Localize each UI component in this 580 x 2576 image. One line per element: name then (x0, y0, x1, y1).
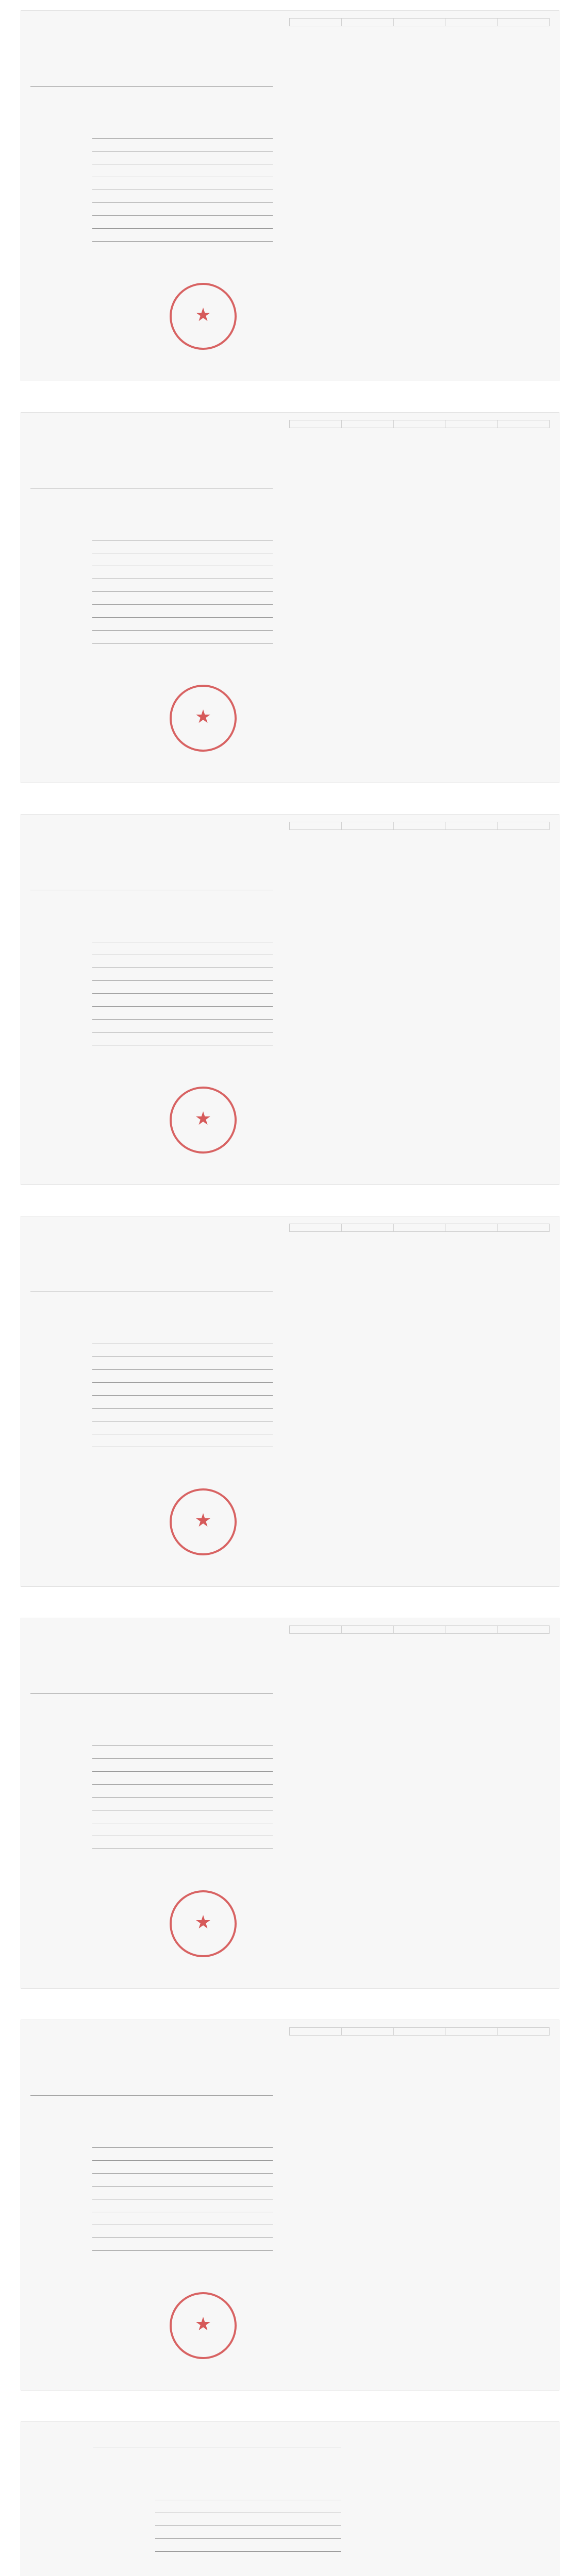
field-value (92, 1038, 273, 1045)
unit-list (289, 2027, 550, 2383)
certificate-field (30, 610, 273, 618)
table-header-cell (445, 420, 498, 428)
field-value (92, 999, 273, 1007)
certificate-field (30, 1427, 273, 1434)
official-seal (170, 685, 237, 752)
field-value (92, 1012, 273, 1020)
certificate-field (30, 1012, 273, 1020)
field-value (92, 221, 273, 229)
field-value (92, 610, 273, 618)
certificate-title (30, 36, 273, 56)
certificate-field (30, 131, 273, 139)
certificate-title (30, 437, 273, 458)
certificate-field (30, 170, 273, 177)
field-value (92, 170, 273, 177)
table-header-cell (445, 2028, 498, 2036)
certificate-holder (30, 480, 273, 488)
certificate-title (30, 839, 273, 860)
certificate-field (30, 1038, 273, 1045)
certificate-body (30, 822, 273, 1177)
table-header-cell (498, 1224, 550, 1232)
unit-table (289, 1625, 550, 1634)
field-value (92, 2230, 273, 2238)
field-value (92, 1751, 273, 1759)
certificate-holder (30, 1685, 273, 1694)
certificate-field (30, 144, 273, 151)
certificate-intro (30, 1300, 273, 1331)
table-header-cell (393, 1224, 445, 1232)
certificate-field (93, 2493, 341, 2500)
official-seal (170, 1488, 237, 1555)
certificate-intro (30, 2104, 273, 2135)
certificate-field (30, 1388, 273, 1396)
certificate-field (30, 1025, 273, 1032)
table-header-row (290, 1626, 550, 1634)
certificate-field (30, 234, 273, 242)
field-value (92, 1790, 273, 1798)
unit-list (289, 1625, 550, 1981)
certificate-field (30, 2166, 273, 2174)
certificate-intro (30, 497, 273, 528)
certificate-field (30, 1751, 273, 1759)
field-value (92, 1349, 273, 1357)
certificate-field (30, 1336, 273, 1344)
field-value (92, 131, 273, 139)
table-header-cell (341, 1626, 393, 1634)
certificate-title (30, 1643, 273, 1664)
certificate-holder (30, 2087, 273, 2096)
certificate-field (93, 2518, 341, 2526)
certificate-field (93, 2505, 341, 2513)
table-header-cell (290, 1626, 342, 1634)
certificate-intro (93, 2456, 341, 2487)
table-header-row (290, 1224, 550, 1232)
table-header-cell (445, 822, 498, 830)
table-header-cell (290, 19, 342, 26)
certificate-field (30, 1414, 273, 1421)
field-value (92, 157, 273, 164)
certificate-number (30, 1266, 273, 1273)
presale-certificate-sheet (21, 814, 559, 1185)
certificate-number (30, 60, 273, 67)
field-value (92, 1401, 273, 1409)
table-header-row (290, 2028, 550, 2036)
table-header-cell (393, 1626, 445, 1634)
certificate-field (30, 986, 273, 994)
field-value (92, 1336, 273, 1344)
certificate-intro (30, 95, 273, 126)
certificate-field (30, 571, 273, 579)
table-header-cell (393, 2028, 445, 2036)
certificate-field (30, 1790, 273, 1798)
table-header-cell (393, 19, 445, 26)
table-header-cell (393, 822, 445, 830)
certificate-field (30, 584, 273, 592)
certificate-field (30, 221, 273, 229)
certificate-intro (30, 899, 273, 929)
field-value (92, 1388, 273, 1396)
certificate-number (30, 462, 273, 469)
official-seal (170, 1890, 237, 1957)
certificate-field (30, 1828, 273, 1836)
certificate-body (30, 18, 273, 374)
field-value (155, 2531, 341, 2539)
presale-certificate-sheet (21, 10, 559, 381)
certificate-field (30, 973, 273, 981)
official-seal (170, 283, 237, 350)
table-header-cell (498, 1626, 550, 1634)
certificate-field (30, 157, 273, 164)
table-header-row (290, 420, 550, 428)
field-value (92, 558, 273, 566)
certificate-field (30, 597, 273, 605)
certificate-field (30, 1439, 273, 1447)
attachment-panel (377, 2429, 550, 2576)
field-value (155, 2493, 341, 2500)
field-value (92, 2166, 273, 2174)
presale-certificate-sheet (21, 1216, 559, 1587)
field-value (92, 2179, 273, 2187)
filing-certificate-sheet (21, 2421, 559, 2576)
certificate-field (30, 1841, 273, 1849)
field-value (92, 1803, 273, 1810)
field-value (92, 1427, 273, 1434)
unit-list (289, 1224, 550, 1579)
table-header-cell (498, 19, 550, 26)
field-value (92, 1738, 273, 1746)
certificate-field (30, 2205, 273, 2212)
certificate-body (30, 2027, 273, 2383)
certificate-number (30, 2070, 273, 2077)
certificate-field (30, 1803, 273, 1810)
field-value (92, 973, 273, 981)
table-header-cell (290, 2028, 342, 2036)
table-header-cell (290, 1224, 342, 1232)
certificate-field (30, 2192, 273, 2199)
field-value (92, 1375, 273, 1383)
field-value (92, 2153, 273, 2161)
field-value (92, 1777, 273, 1785)
field-value (92, 1828, 273, 1836)
official-seal (170, 1087, 237, 1154)
field-value (92, 1764, 273, 1772)
certificate-field (30, 1816, 273, 1823)
field-value (92, 2243, 273, 2251)
field-value (92, 2140, 273, 2148)
certificate-title (30, 1241, 273, 1262)
presale-certificate-sheet (21, 1618, 559, 1989)
certificate-field (30, 208, 273, 216)
certificate-field (30, 623, 273, 631)
table-header-cell (498, 2028, 550, 2036)
certificate-field (30, 182, 273, 190)
certificate-field (93, 2544, 341, 2552)
field-value (92, 2192, 273, 2199)
certificate-org (30, 2027, 273, 2038)
certificate-field (30, 1764, 273, 1772)
certificate-body (30, 420, 273, 775)
certificate-field (30, 2230, 273, 2238)
field-value (92, 1816, 273, 1823)
unit-list (289, 18, 550, 374)
certificate-field (30, 533, 273, 540)
certificate-holder (30, 78, 273, 87)
unit-table (289, 1224, 550, 1232)
field-value (92, 546, 273, 553)
table-header-row (290, 19, 550, 26)
certificate-field (30, 1777, 273, 1785)
certificate-holder (30, 1283, 273, 1292)
field-value (155, 2544, 341, 2552)
certificate-intro (30, 1702, 273, 1733)
table-header-cell (498, 420, 550, 428)
certificate-org (30, 822, 273, 832)
certificate-field (30, 960, 273, 968)
unit-table (289, 420, 550, 428)
certificate-field (30, 1349, 273, 1357)
table-header-cell (341, 2028, 393, 2036)
certificate-field (30, 636, 273, 643)
certificate-org (30, 18, 273, 28)
certificate-field (30, 935, 273, 942)
certificate-field (30, 195, 273, 203)
certificate-field (30, 999, 273, 1007)
table-header-cell (498, 822, 550, 830)
field-value (155, 2518, 341, 2526)
certificate-field (30, 2153, 273, 2161)
certificate-field (30, 2243, 273, 2251)
presale-certificate-sheet (21, 2020, 559, 2391)
field-value (92, 195, 273, 203)
certificate-holder (93, 2439, 341, 2448)
table-header-cell (445, 19, 498, 26)
certificate-holder (30, 882, 273, 890)
field-value (92, 234, 273, 242)
field-value (92, 1025, 273, 1032)
field-value (92, 636, 273, 643)
field-value (92, 533, 273, 540)
certificate-field (30, 2217, 273, 2225)
field-value (92, 1439, 273, 1447)
table-header-cell (393, 420, 445, 428)
certificate-field (30, 1401, 273, 1409)
field-value (92, 571, 273, 579)
certificate-body (93, 2429, 341, 2576)
certificate-field (93, 2531, 341, 2539)
presale-certificate-sheet (21, 412, 559, 783)
unit-list (289, 420, 550, 775)
unit-list (289, 822, 550, 1177)
certificate-field (30, 546, 273, 553)
certificate-number (30, 1668, 273, 1675)
table-header-cell (290, 420, 342, 428)
field-value (92, 2217, 273, 2225)
certificate-field (30, 2179, 273, 2187)
field-value (92, 986, 273, 994)
certificate-org (30, 1224, 273, 1234)
certificate-field (30, 558, 273, 566)
unit-table (289, 18, 550, 26)
table-header-cell (341, 19, 393, 26)
field-value (92, 584, 273, 592)
field-value (92, 2205, 273, 2212)
table-header-cell (445, 1224, 498, 1232)
field-value (92, 1414, 273, 1421)
certificate-title (30, 2045, 273, 2065)
field-value (92, 935, 273, 942)
table-header-row (290, 822, 550, 830)
field-value (92, 144, 273, 151)
certificate-org (30, 420, 273, 430)
certificate-number (30, 864, 273, 871)
field-value (92, 1362, 273, 1370)
field-value (92, 597, 273, 605)
certificate-org (30, 1625, 273, 1636)
certificate-field (30, 947, 273, 955)
certificate-field (30, 1375, 273, 1383)
table-header-cell (445, 1626, 498, 1634)
field-value (155, 2505, 341, 2513)
field-value (92, 960, 273, 968)
field-value (92, 623, 273, 631)
certificate-body (30, 1625, 273, 1981)
unit-table (289, 822, 550, 830)
field-value (92, 947, 273, 955)
certificate-field (30, 1362, 273, 1370)
table-header-cell (290, 822, 342, 830)
field-value (92, 1841, 273, 1849)
field-value (92, 208, 273, 216)
official-seal (170, 2292, 237, 2359)
unit-table (289, 2027, 550, 2036)
field-value (92, 182, 273, 190)
table-header-cell (341, 1224, 393, 1232)
table-header-cell (341, 822, 393, 830)
certificate-field (30, 1738, 273, 1746)
certificate-field (30, 2140, 273, 2148)
certificate-body (30, 1224, 273, 1579)
table-header-cell (341, 420, 393, 428)
